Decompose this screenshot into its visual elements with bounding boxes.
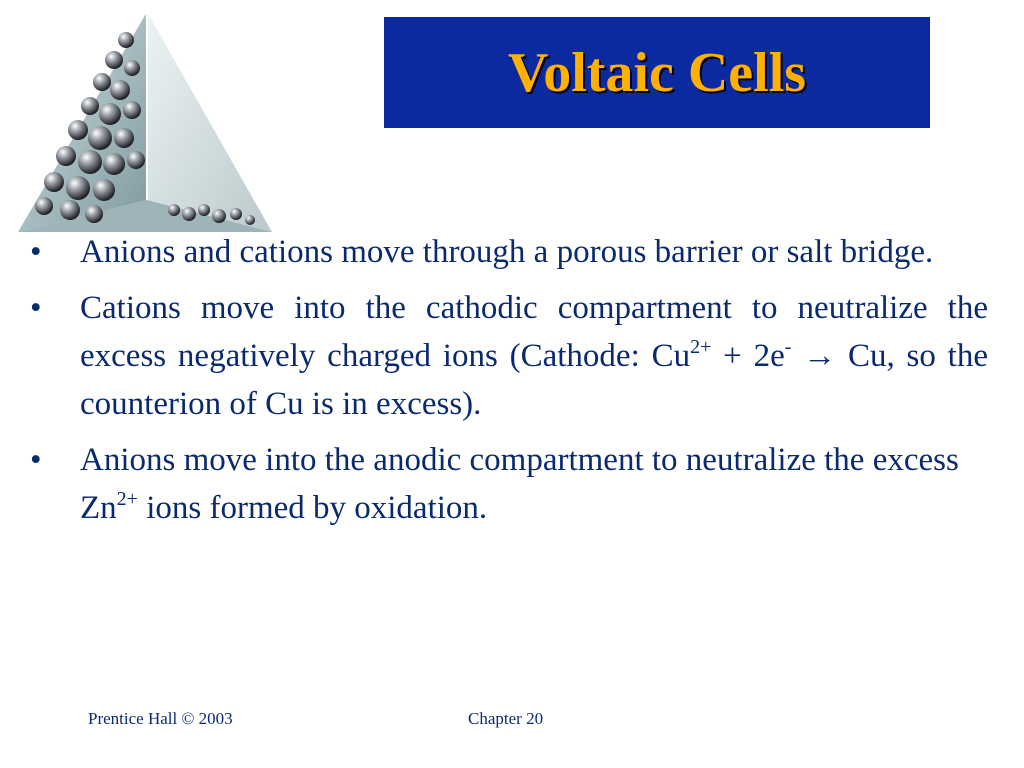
footer-copyright: Prentice Hall © 2003 (88, 709, 233, 728)
cu-symbol: Cu (651, 338, 691, 374)
bullet-text-rest: → Cu, so the counterion of Cu is in excess). (80, 338, 989, 422)
list-item (30, 284, 988, 428)
cu-charge: 2+ (690, 336, 712, 358)
bullet-marker: • (30, 234, 42, 270)
bullet-text-post: ions formed by oxidation. (137, 490, 488, 526)
molecule-pyramid-icon (14, 10, 276, 236)
electron-charge: - (784, 336, 792, 358)
bullet-text (80, 436, 988, 532)
bullet-list (30, 228, 988, 540)
list-item (30, 436, 988, 532)
footer-chapter: Chapter 20 (468, 709, 544, 728)
bullet-text-line1: Cations move into the cathodic compartment to neutralize the excess negatively charged ions (Cathode: (80, 290, 988, 374)
zn-charge: 2+ (116, 488, 138, 510)
electron-term: + 2e (711, 338, 785, 374)
list-item (30, 228, 988, 276)
bullet-text (80, 284, 988, 428)
bullet-text: Anions and cations move through a porous barrier or salt bridge. (80, 234, 934, 270)
slide-title: Voltaic Cells (507, 41, 807, 104)
bullet-marker: • (30, 442, 42, 478)
title-banner (384, 17, 930, 128)
bullet-text-pre: Anions move into the anodic compartment to neutralize the excess Zn (80, 442, 959, 526)
bullet-marker: • (30, 290, 42, 326)
